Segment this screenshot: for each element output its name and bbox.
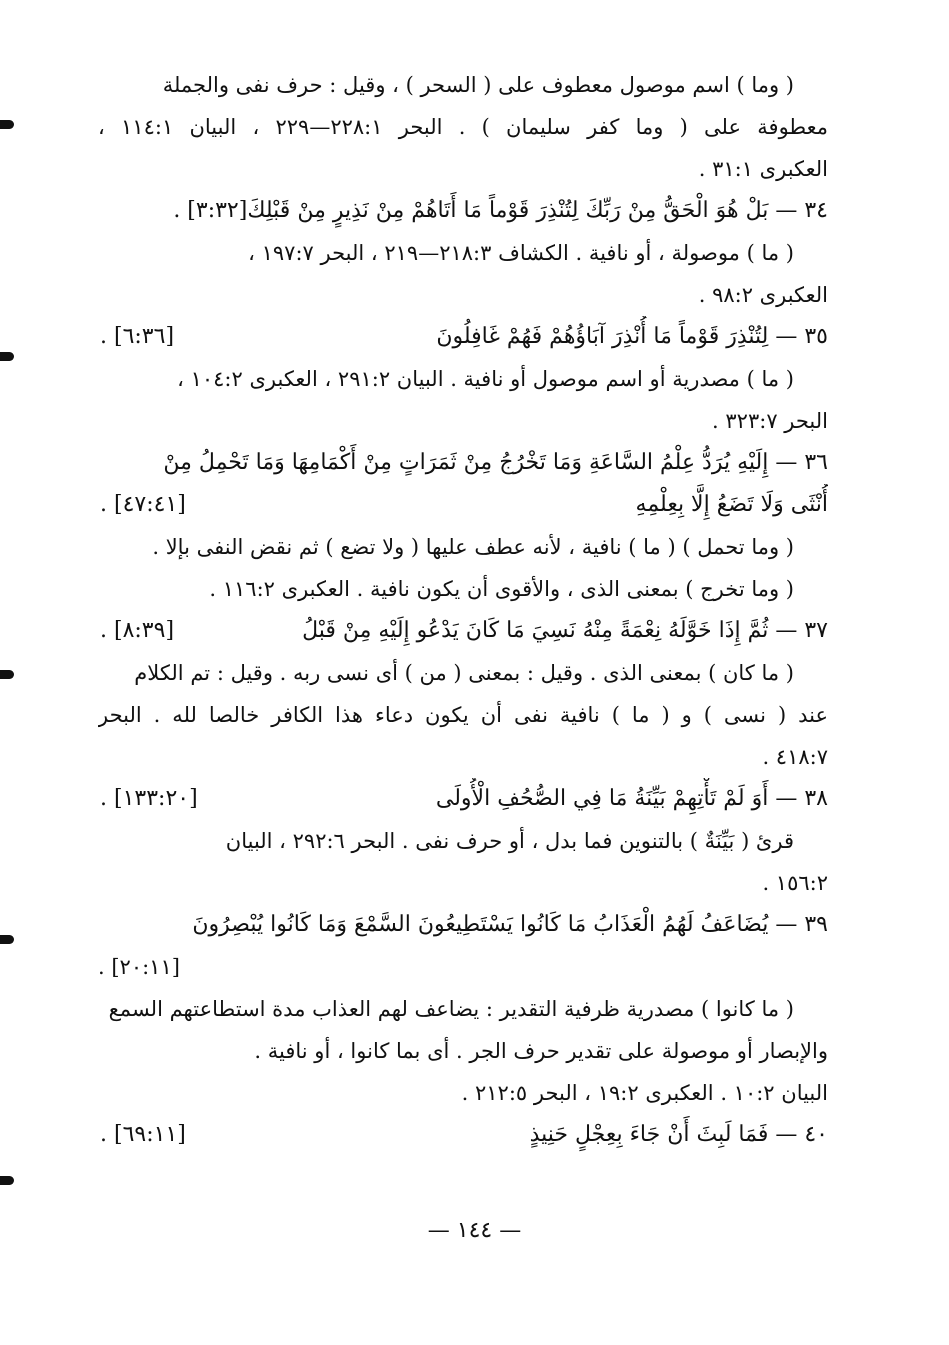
commentary-line: ٤١٨:٧ .: [762, 745, 828, 769]
commentary-line: والإبصار أو موصولة على تقدير حرف الجر . أى بما كانوا ، أو نافية .: [254, 1039, 828, 1063]
verse-text: أُنْثَى وَلَا تَضَعُ إِلَّا بِعِلْمِهِ: [635, 492, 828, 517]
verse-40: [98, 1114, 828, 1156]
verse-34: ٣٤ — بَلْ هُوَ الْحَقُّ مِنْ رَبِّكَ لِتُنْذِرَ قَوْماً مَا أَتَاهُمْ مِنْ نَذِيرٍ مِنْ قَبْلِكَ[٣:٣٢] .: [173, 198, 828, 223]
verse-reference: [٨:٣٩] .: [100, 618, 175, 643]
margin-mark: [0, 352, 14, 361]
commentary-line: ( ما ) مصدرية أو اسم موصول أو نافية . البيان ٢٩١:٢ ، العكبرى ١٠٤:٢ ،: [177, 367, 794, 391]
commentary-line: ( وما تحمل ) ( ما ) نافية ، لأنه عطف عليها ( ولا تضع ) ثم نقض النفى بإلا .: [152, 535, 794, 559]
commentary-line: العكبرى ٣١:١ .: [698, 157, 828, 181]
verse-text: ٤٠ — فَمَا لَبِثَ أَنْ جَاءَ بِعِجْلٍ حَنِيذٍ: [529, 1122, 828, 1147]
commentary-line: ( وما تخرج ) بمعنى الذى ، والأقوى أن يكون نافية . العكبرى ١١٦:٢ .: [209, 577, 794, 601]
commentary-line: ( وما ) اسم موصول معطوف على ( السحر ) ، وقيل : حرف نفى والجملة: [162, 73, 794, 97]
verse-37: [98, 610, 828, 652]
commentary-line: ( ما كان ) بمعنى الذى . وقيل : بمعنى ( من ) أى نسى ربه . وقيل : تم الكلام: [134, 661, 794, 685]
verse-35: [98, 316, 828, 358]
verse-38: [98, 778, 828, 820]
commentary-line: ( ما ) موصولة ، أو نافية . الكشاف ٢١٨:٣—٢١٩ ، البحر ١٩٧:٧ ،: [248, 241, 794, 265]
commentary-line: البيان ١٠:٢ . العكبرى ١٩:٢ ، البحر ٢١٢:٥ .: [461, 1081, 828, 1105]
verse-reference: [٢٠:١١] .: [98, 955, 180, 979]
verse-39: ٣٩ — يُضَاعَفُ لَهُمُ الْعَذَابُ مَا كَانُوا يَسْتَطِيعُونَ السَّمْعَ وَمَا كَانُوا يُبْصِرُونَ: [192, 912, 828, 937]
commentary-line: عند ( نسى ) و ( ما ) نافية نفى أن يكون دعاء هذا الكافر خالصا لله . البحر: [98, 703, 828, 727]
margin-mark: [0, 935, 14, 944]
verse-text: ٣٨ — أَوَ لَمْ تَأْتِهِمْ بَيِّنَةُ مَا فِي الصُّحُفِ الْأُولَى: [435, 786, 828, 811]
commentary-line: ١٥٦:٢ .: [762, 871, 828, 895]
page-body: [98, 64, 828, 1156]
margin-mark: [0, 120, 14, 129]
verse-36-continuation: [98, 484, 828, 526]
commentary-line: العكبرى ٩٨:٢ .: [698, 283, 828, 307]
margin-mark: [0, 670, 14, 679]
commentary-line: قرئ ( بَيِّنَةٌ ) بالتنوين فما بدل ، أو حرف نفى . البحر ٢٩٢:٦ ، البيان: [225, 829, 794, 853]
page-number: — ١٤٤ —: [427, 1218, 522, 1243]
verse-text: ٣٥ — لِتُنْذِرَ قَوْماً مَا أُنْذِرَ آبَاؤُهُمْ فَهُمْ غَافِلُونَ: [436, 324, 828, 349]
commentary-line: البحر ٣٢٣:٧ .: [712, 409, 828, 433]
verse-reference: [٤٧:٤١] .: [100, 492, 186, 517]
commentary-line: ( ما كانوا ) مصدرية ظرفية التقدير : يضاعف لهم العذاب مدة استطاعتهم السمع: [108, 997, 794, 1021]
verse-reference: [٦٩:١١] .: [100, 1122, 186, 1147]
commentary-line: معطوفة على ( وما كفر سليمان ) . البحر ٢٢٨:١—٢٢٩ ، البيان ١١٤:١ ،: [98, 115, 828, 139]
verse-reference: [١٣٣:٢٠] .: [100, 786, 198, 811]
verse-reference: [٦:٣٦] .: [100, 324, 175, 349]
verse-36: ٣٦ — إِلَيْهِ يُرَدُّ عِلْمُ السَّاعَةِ وَمَا تَخْرُجُ مِنْ ثَمَرَاتٍ مِنْ أَكْمَامِهَا وَمَا تَحْمِلُ مِنْ: [163, 450, 828, 475]
verse-text: ٣٧ — ثُمَّ إِذَا خَوَّلَهُ نِعْمَةً مِنْهُ نَسِيَ مَا كَانَ يَدْعُو إِلَيْهِ مِنْ قَبْلُ: [302, 618, 828, 643]
margin-mark: [0, 1176, 14, 1185]
